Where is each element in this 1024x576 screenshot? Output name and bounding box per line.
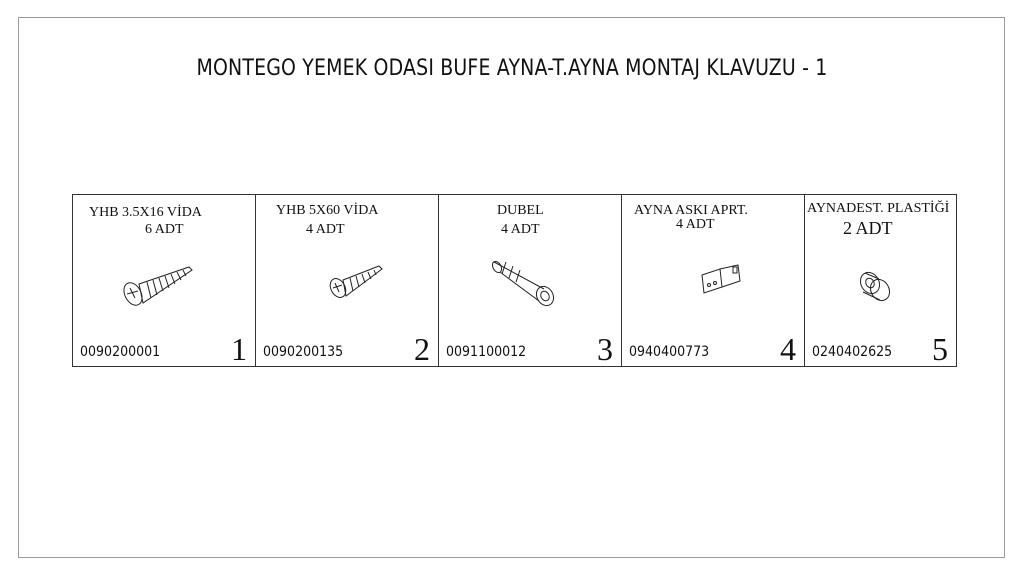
part-quantity: 6 ADT xyxy=(145,222,184,237)
part-cell-4 xyxy=(622,195,805,366)
part-name: AYNA ASKI APRT. xyxy=(634,203,748,218)
page-title: MONTEGO YEMEK ODASI BUFE AYNA-T.AYNA MONTAJ KLAVUZU - 1 xyxy=(196,56,828,81)
part-number: 1 xyxy=(231,331,247,367)
mirror-hanger-icon xyxy=(698,263,744,295)
part-name: AYNADEST. PLASTİĞİ xyxy=(807,201,950,216)
part-quantity: 2 ADT xyxy=(843,218,893,238)
part-code: 0940400773 xyxy=(629,344,710,360)
part-number: 2 xyxy=(414,331,430,367)
part-name: YHB 5X60 VİDA xyxy=(276,203,379,218)
part-code: 0091100012 xyxy=(446,344,527,360)
part-number: 5 xyxy=(932,331,948,367)
part-code: 0090200001 xyxy=(80,344,161,360)
screw-icon xyxy=(326,261,386,303)
part-number: 4 xyxy=(780,331,796,367)
part-cell-3 xyxy=(439,195,622,366)
part-quantity: 4 ADT xyxy=(306,222,345,237)
part-name: YHB 3.5X16 VİDA xyxy=(89,205,202,220)
part-name: DUBEL xyxy=(497,203,544,218)
part-quantity: 4 ADT xyxy=(676,217,715,232)
part-cell-1 xyxy=(73,195,256,366)
plastic-spacer-icon xyxy=(855,267,895,307)
part-code: 0240402625 xyxy=(812,344,893,360)
dowel-icon xyxy=(489,253,561,311)
part-code: 0090200135 xyxy=(263,344,344,360)
part-number: 3 xyxy=(597,331,613,367)
part-quantity: 4 ADT xyxy=(501,222,540,237)
screw-icon xyxy=(119,261,199,311)
part-cell-2 xyxy=(256,195,439,366)
parts-table xyxy=(72,194,957,367)
part-cell-5 xyxy=(805,195,956,366)
